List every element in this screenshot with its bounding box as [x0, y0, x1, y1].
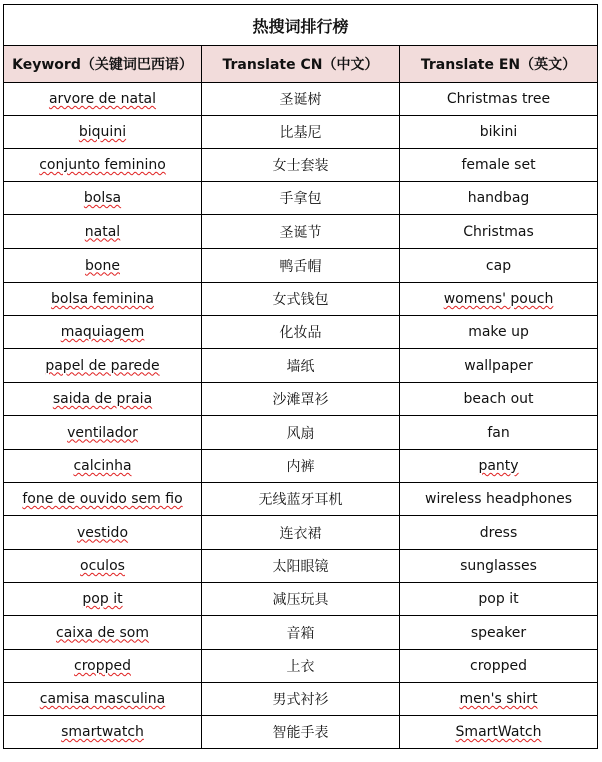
keyword-text: fone de ouvido sem fio [22, 491, 183, 507]
keyword-text: maquiagem [60, 324, 145, 340]
keyword-text: natal [84, 223, 121, 240]
keyword-text: caixa de som [56, 624, 149, 641]
translate-cn-cell: 比基尼 [202, 116, 400, 149]
translate-en-text: bikini [479, 124, 518, 140]
keyword-cell [4, 550, 202, 583]
hot-search-table [3, 4, 598, 749]
translate-cn-cell: 手拿包 [202, 182, 400, 215]
translate-en-cell [400, 516, 598, 550]
table-title: 热搜词排行榜 [4, 5, 598, 46]
translate-en-text: womens' pouch [443, 291, 554, 307]
translate-cn-cell: 减压玩具 [202, 583, 400, 616]
keyword-text: saida de praia [52, 391, 153, 407]
translate-cn-cell: 无线蓝牙耳机 [202, 483, 400, 516]
translate-en-cell [400, 583, 598, 616]
translate-cn-cell: 鸭舌帽 [202, 249, 400, 283]
table-row [4, 416, 598, 450]
translate-cn-cell: 音箱 [202, 616, 400, 650]
keyword-text: bolsa feminina [51, 291, 154, 307]
translate-en-cell [400, 316, 598, 349]
translate-cn-cell: 圣诞节 [202, 215, 400, 249]
table-row [4, 650, 598, 683]
keyword-cell [4, 483, 202, 516]
table-row [4, 149, 598, 182]
keyword-cell [4, 83, 202, 116]
keyword-text: ventilador [67, 424, 138, 441]
table-row [4, 182, 598, 215]
translate-en-text: Christmas tree [446, 91, 551, 107]
translate-cn-cell: 女式钱包 [202, 283, 400, 316]
translate-en-cell [400, 215, 598, 249]
translate-en-text: sunglasses [460, 558, 537, 574]
table-row [4, 550, 598, 583]
translate-en-cell [400, 483, 598, 516]
translate-en-cell [400, 249, 598, 283]
keyword-text: calcinha [73, 458, 132, 474]
keyword-cell [4, 249, 202, 283]
translate-cn-cell: 内裤 [202, 450, 400, 483]
keyword-cell [4, 683, 202, 716]
translate-en-text: dress [479, 524, 518, 541]
translate-cn-cell: 圣诞树 [202, 83, 400, 116]
table-row [4, 716, 598, 749]
translate-cn-cell: 连衣裙 [202, 516, 400, 550]
keyword-text: oculos [80, 558, 125, 574]
table-row [4, 215, 598, 249]
keyword-cell [4, 149, 202, 182]
keyword-cell [4, 450, 202, 483]
translate-en-cell [400, 149, 598, 182]
translate-en-cell [400, 650, 598, 683]
translate-en-cell [400, 383, 598, 416]
translate-en-cell [400, 116, 598, 149]
keyword-text: camisa masculina [39, 691, 166, 707]
translate-en-text: female set [461, 157, 536, 173]
table-row [4, 450, 598, 483]
translate-en-text: Christmas [463, 223, 534, 240]
keyword-cell [4, 349, 202, 383]
header-translate-en: Translate EN（英文） [400, 46, 598, 83]
translate-en-text: pop it [478, 591, 519, 607]
translate-cn-cell: 女士套装 [202, 149, 400, 182]
keyword-text: cropped [74, 658, 131, 674]
translate-en-cell [400, 283, 598, 316]
table-row [4, 383, 598, 416]
translate-en-cell [400, 683, 598, 716]
table-row [4, 616, 598, 650]
translate-cn-cell: 沙滩罩衫 [202, 383, 400, 416]
translate-en-text: wireless headphones [425, 491, 573, 507]
table-row [4, 249, 598, 283]
table-row [4, 349, 598, 383]
keyword-text: bolsa [83, 190, 122, 206]
translate-en-text: wallpaper [464, 357, 533, 374]
keyword-cell [4, 583, 202, 616]
keyword-cell [4, 416, 202, 450]
translate-cn-cell: 太阳眼镜 [202, 550, 400, 583]
keyword-text: papel de parede [45, 357, 160, 374]
translate-en-text: cropped [470, 658, 527, 674]
table-row [4, 316, 598, 349]
keyword-text: bone [85, 257, 120, 274]
translate-en-cell [400, 416, 598, 450]
keyword-cell [4, 116, 202, 149]
keyword-cell [4, 616, 202, 650]
table-row [4, 83, 598, 116]
translate-en-cell [400, 550, 598, 583]
header-keyword: Keyword（关键词巴西语） [4, 46, 202, 83]
keyword-cell [4, 516, 202, 550]
translate-en-cell [400, 450, 598, 483]
keyword-cell [4, 316, 202, 349]
keyword-text: biquini [78, 124, 127, 140]
table-row [4, 483, 598, 516]
header-translate-cn: Translate CN（中文） [202, 46, 400, 83]
translate-en-text: beach out [463, 391, 534, 407]
table-row [4, 583, 598, 616]
keyword-text: vestido [76, 524, 129, 541]
translate-en-text: handbag [467, 190, 530, 206]
translate-en-text: panty [478, 458, 519, 474]
translate-en-text: men's shirt [459, 691, 538, 707]
translate-en-cell [400, 616, 598, 650]
translate-en-text: fan [487, 424, 510, 441]
keyword-text: arvore de natal [48, 91, 157, 107]
translate-en-text: cap [485, 257, 512, 274]
translate-cn-cell: 化妆品 [202, 316, 400, 349]
keyword-cell [4, 383, 202, 416]
keyword-cell [4, 215, 202, 249]
keyword-cell [4, 182, 202, 215]
translate-en-text: SmartWatch [455, 724, 542, 740]
table-row [4, 283, 598, 316]
ranking-table-container [3, 4, 597, 749]
translate-en-text: make up [468, 324, 529, 340]
translate-en-cell [400, 182, 598, 215]
table-row [4, 683, 598, 716]
table-row [4, 516, 598, 550]
translate-cn-cell: 智能手表 [202, 716, 400, 749]
translate-en-text: speaker [470, 624, 527, 641]
keyword-cell [4, 650, 202, 683]
translate-cn-cell: 男式衬衫 [202, 683, 400, 716]
translate-cn-cell: 上衣 [202, 650, 400, 683]
keyword-text: conjunto feminino [39, 157, 166, 173]
translate-en-cell [400, 83, 598, 116]
table-row [4, 116, 598, 149]
keyword-cell [4, 716, 202, 749]
keyword-text: smartwatch [61, 724, 144, 740]
keyword-text: pop it [82, 591, 123, 607]
keyword-cell [4, 283, 202, 316]
translate-en-cell [400, 716, 598, 749]
translate-cn-cell: 风扇 [202, 416, 400, 450]
translate-cn-cell: 墙纸 [202, 349, 400, 383]
translate-en-cell [400, 349, 598, 383]
